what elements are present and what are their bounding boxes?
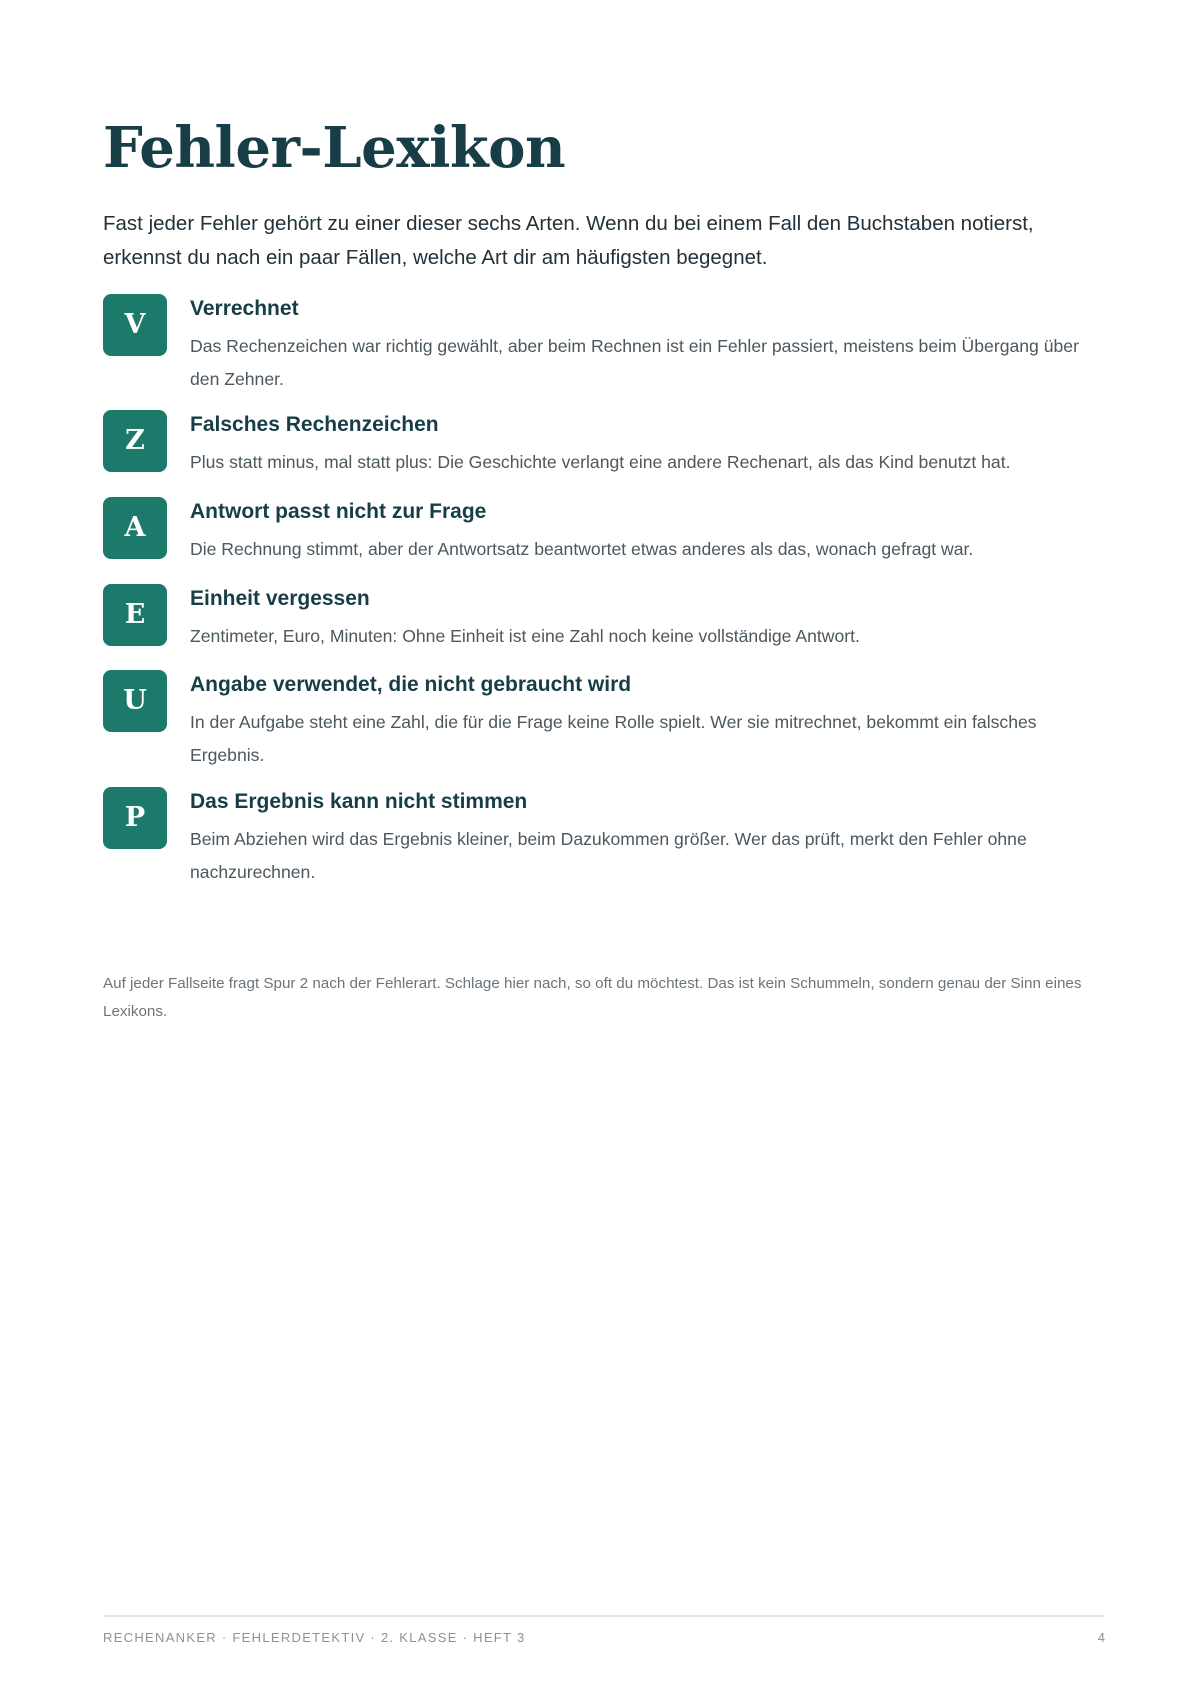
entry-description: Das Rechenzeichen war richtig gewählt, aber beim Rechnen ist ein Fehler passiert, meistens beim Übergang über den Zehner. — [190, 336, 1079, 389]
footer-divider — [103, 1615, 1105, 1617]
document-page — [103, 0, 1105, 1697]
entry-description: Beim Abziehen wird das Ergebnis kleiner, beim Dazukommen größer. Wer das prüft, merkt den Fehler ohne nachzurechnen. — [190, 829, 1027, 882]
entry-title: Antwort passt nicht zur Frage — [190, 500, 487, 523]
entry-title: Falsches Rechenzeichen — [190, 413, 439, 436]
letter-badge: A — [103, 497, 167, 559]
entry-title: Das Ergebnis kann nicht stimmen — [190, 790, 528, 813]
letter-badge: Z — [103, 410, 167, 472]
entry-title: Einheit vergessen — [190, 587, 370, 610]
entry-title: Verrechnet — [190, 297, 299, 320]
entry-description: Zentimeter, Euro, Minuten: Ohne Einheit ist eine Zahl noch keine vollständige Antwort. — [190, 626, 860, 646]
entry-description: In der Aufgabe steht eine Zahl, die für die Frage keine Rolle spielt. Wer sie mitrechnet, bekommt ein falsches Ergebnis. — [190, 712, 1037, 765]
letter-badge: P — [103, 787, 167, 849]
entry-title: Angabe verwendet, die nicht gebraucht wird — [190, 673, 632, 696]
footer-series-label: RECHENANKER · FEHLERDETEKTIV · 2. KLASSE · HEFT 3 — [103, 1630, 526, 1645]
letter-badge: E — [103, 584, 167, 646]
entry-description: Plus statt minus, mal statt plus: Die Geschichte verlangt eine andere Rechenart, als das Kind benutzt hat. — [190, 452, 1011, 472]
letter-badge: U — [103, 670, 167, 732]
intro-paragraph: Fast jeder Fehler gehört zu einer dieser sechs Arten. Wenn du bei einem Fall den Buchstaben notierst, erkennst du nach ein paar Fällen, welche Art dir am häufigsten begegnet. — [103, 212, 1034, 269]
page-number: 4 — [1097, 1630, 1105, 1645]
footnote-paragraph: Auf jeder Fallseite fragt Spur 2 nach der Fehlerart. Schlage hier nach, so oft du möchtest. Das ist kein Schummeln, sondern genau der Sinn eines Lexikons. — [103, 975, 1082, 1020]
entry-description: Die Rechnung stimmt, aber der Antwortsatz beantwortet etwas anderes als das, wonach gefragt war. — [190, 539, 974, 559]
page-title: Fehler-Lexikon — [103, 115, 566, 181]
letter-badge: V — [103, 294, 167, 356]
